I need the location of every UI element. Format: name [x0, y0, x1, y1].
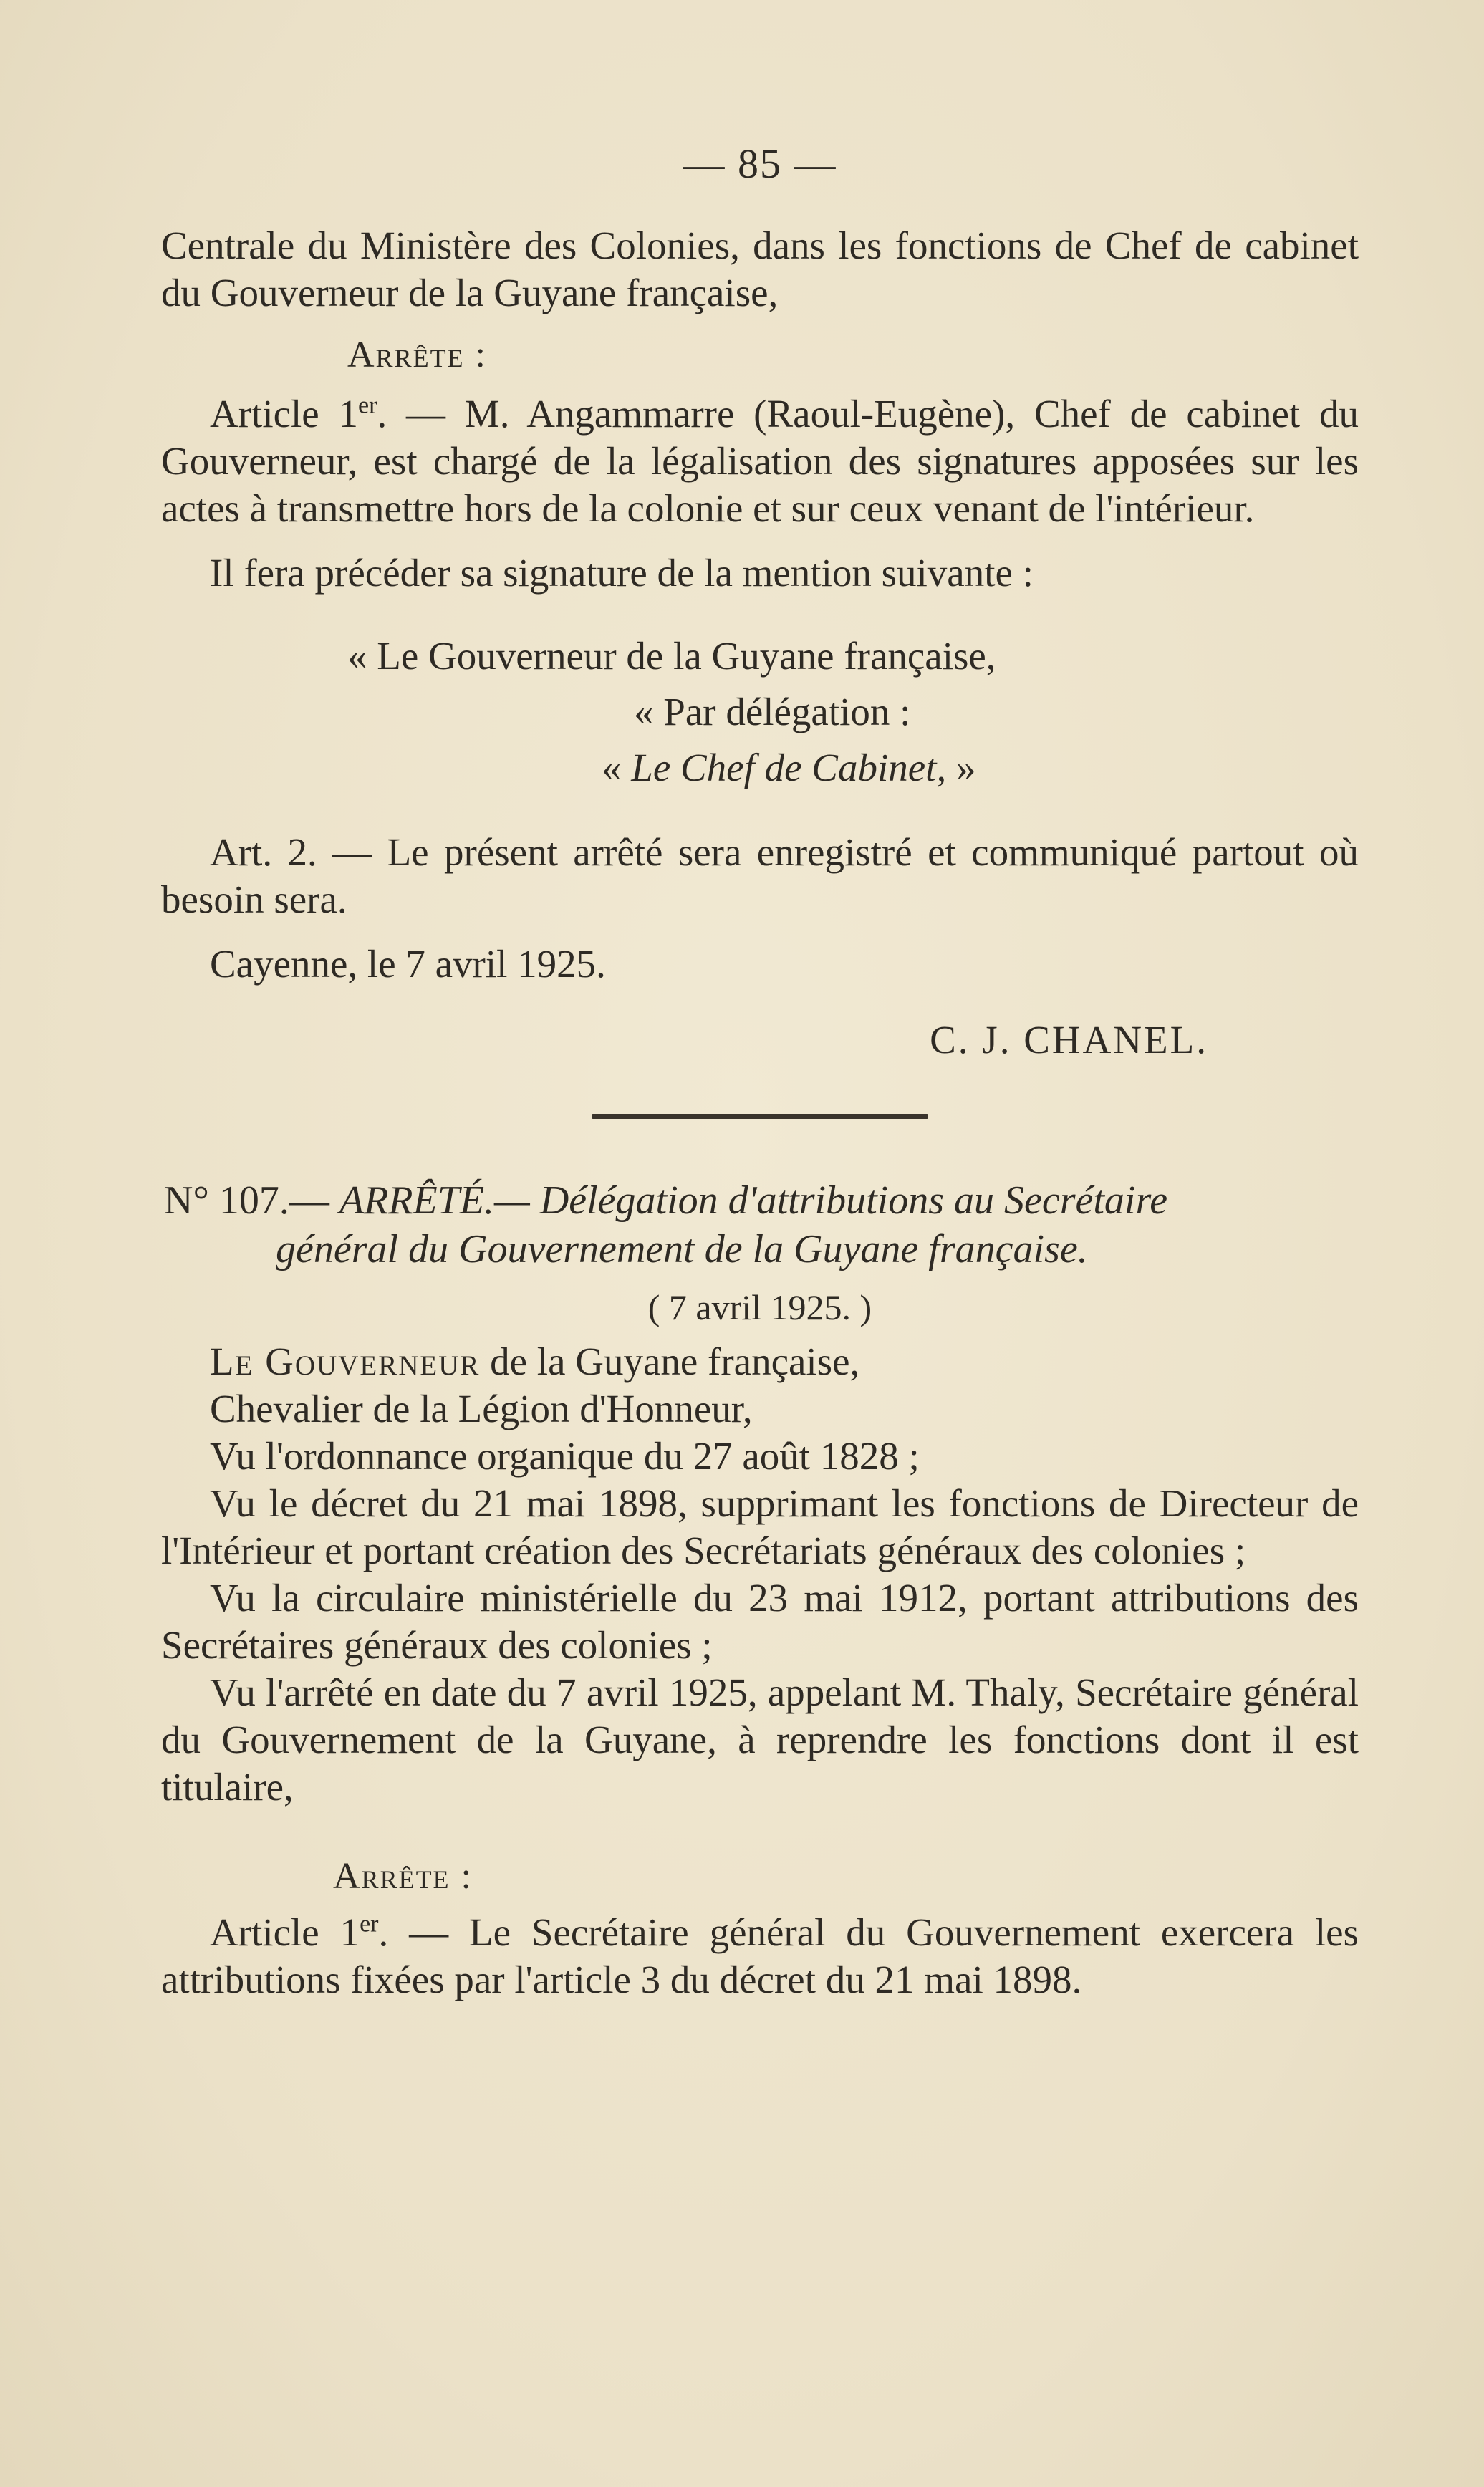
quote-line-1: « Le Gouverneur de la Guyane française, [347, 634, 996, 678]
governor-rest: de la Guyane française, [480, 1339, 860, 1383]
article-1b-text: . — Le Secrétaire général du Gouvernement exercera les attributions fixées par l'article 3 du décret du 21 mai 1898. [161, 1910, 1359, 2001]
vu-ordonnance: Vu l'ordonnance organique du 27 août 1828 ; [210, 1434, 920, 1478]
intro-paragraph: Centrale du Ministère des Colonies, dans les fonctions de Chef de cabinet du Gouverneur de la Guyane française, [161, 223, 1359, 314]
quote-line-3 [602, 744, 1359, 792]
arrete-heading-2: Arrête : [333, 1856, 473, 1897]
vu-circulaire: Vu la circulaire ministérielle du 23 mai 1912, portant attributions des Secrétaires généraux des colonies ; [161, 1576, 1359, 1667]
article-1b-label: Article 1 [210, 1910, 360, 1954]
article-1b-superscript: er [360, 1910, 379, 1938]
mention-paragraph: Il fera précéder sa signature de la mention suivante : [210, 551, 1034, 595]
arrete-heading: Arrête : [347, 335, 487, 375]
chevalier-line: Chevalier de la Légion d'Honneur, [210, 1387, 753, 1430]
article-1-text: . — M. Angammarre (Raoul-Eugène), Chef de cabinet du Gouverneur, est chargé de la légalisation des signatures apposées sur les actes à transmettre hors de la colonie et sur ceux venant de l'intérieur. [161, 392, 1359, 530]
quote-open: « [602, 746, 632, 789]
governor-line [161, 1338, 1359, 1385]
section-divider [592, 1114, 928, 1119]
quote-chef-de-cabinet: Le Chef de Cabinet, [631, 746, 947, 789]
vu-decret: Vu le décret du 21 mai 1898, supprimant les fonctions de Directeur de l'Intérieur et portant création des Secrétariats généraux des colonies ; [161, 1481, 1359, 1572]
decree-title-2: général du Gouvernement de la Guyane française. [276, 1227, 1088, 1271]
article-2-paragraph: Art. 2. — Le présent arrêté sera enregistré et communiqué partout où besoin sera. [161, 830, 1359, 921]
decree-date: ( 7 avril 1925. ) [647, 1287, 872, 1327]
quote-line-2: « Par délégation : [634, 690, 911, 733]
article-1-superscript: er [358, 392, 377, 419]
quote-close: » [946, 746, 976, 789]
vu-arrete: Vu l'arrêté en date du 7 avril 1925, appelant M. Thaly, Secrétaire général du Gouvernement de la Guyane, à reprendre les fonctions dont il est titulaire, [161, 1670, 1359, 1809]
decree-number: N° 107.— [164, 1178, 339, 1223]
place-date: Cayenne, le 7 avril 1925. [210, 942, 606, 986]
article-1-label: Article 1 [210, 392, 359, 436]
decree-heading-line-2 [161, 1225, 1359, 1274]
signature: C. J. CHANEL. [930, 1018, 1208, 1062]
decree-heading [161, 1176, 1359, 1225]
article-1-paragraph [161, 390, 1359, 532]
governor-title: Le Gouverneur [210, 1339, 481, 1383]
decree-title: ARRÊTÉ.— Délégation d'attributions au Secrétaire [339, 1178, 1168, 1223]
article-1b-paragraph [161, 1909, 1359, 2003]
page-number: — 85 — [683, 140, 837, 187]
